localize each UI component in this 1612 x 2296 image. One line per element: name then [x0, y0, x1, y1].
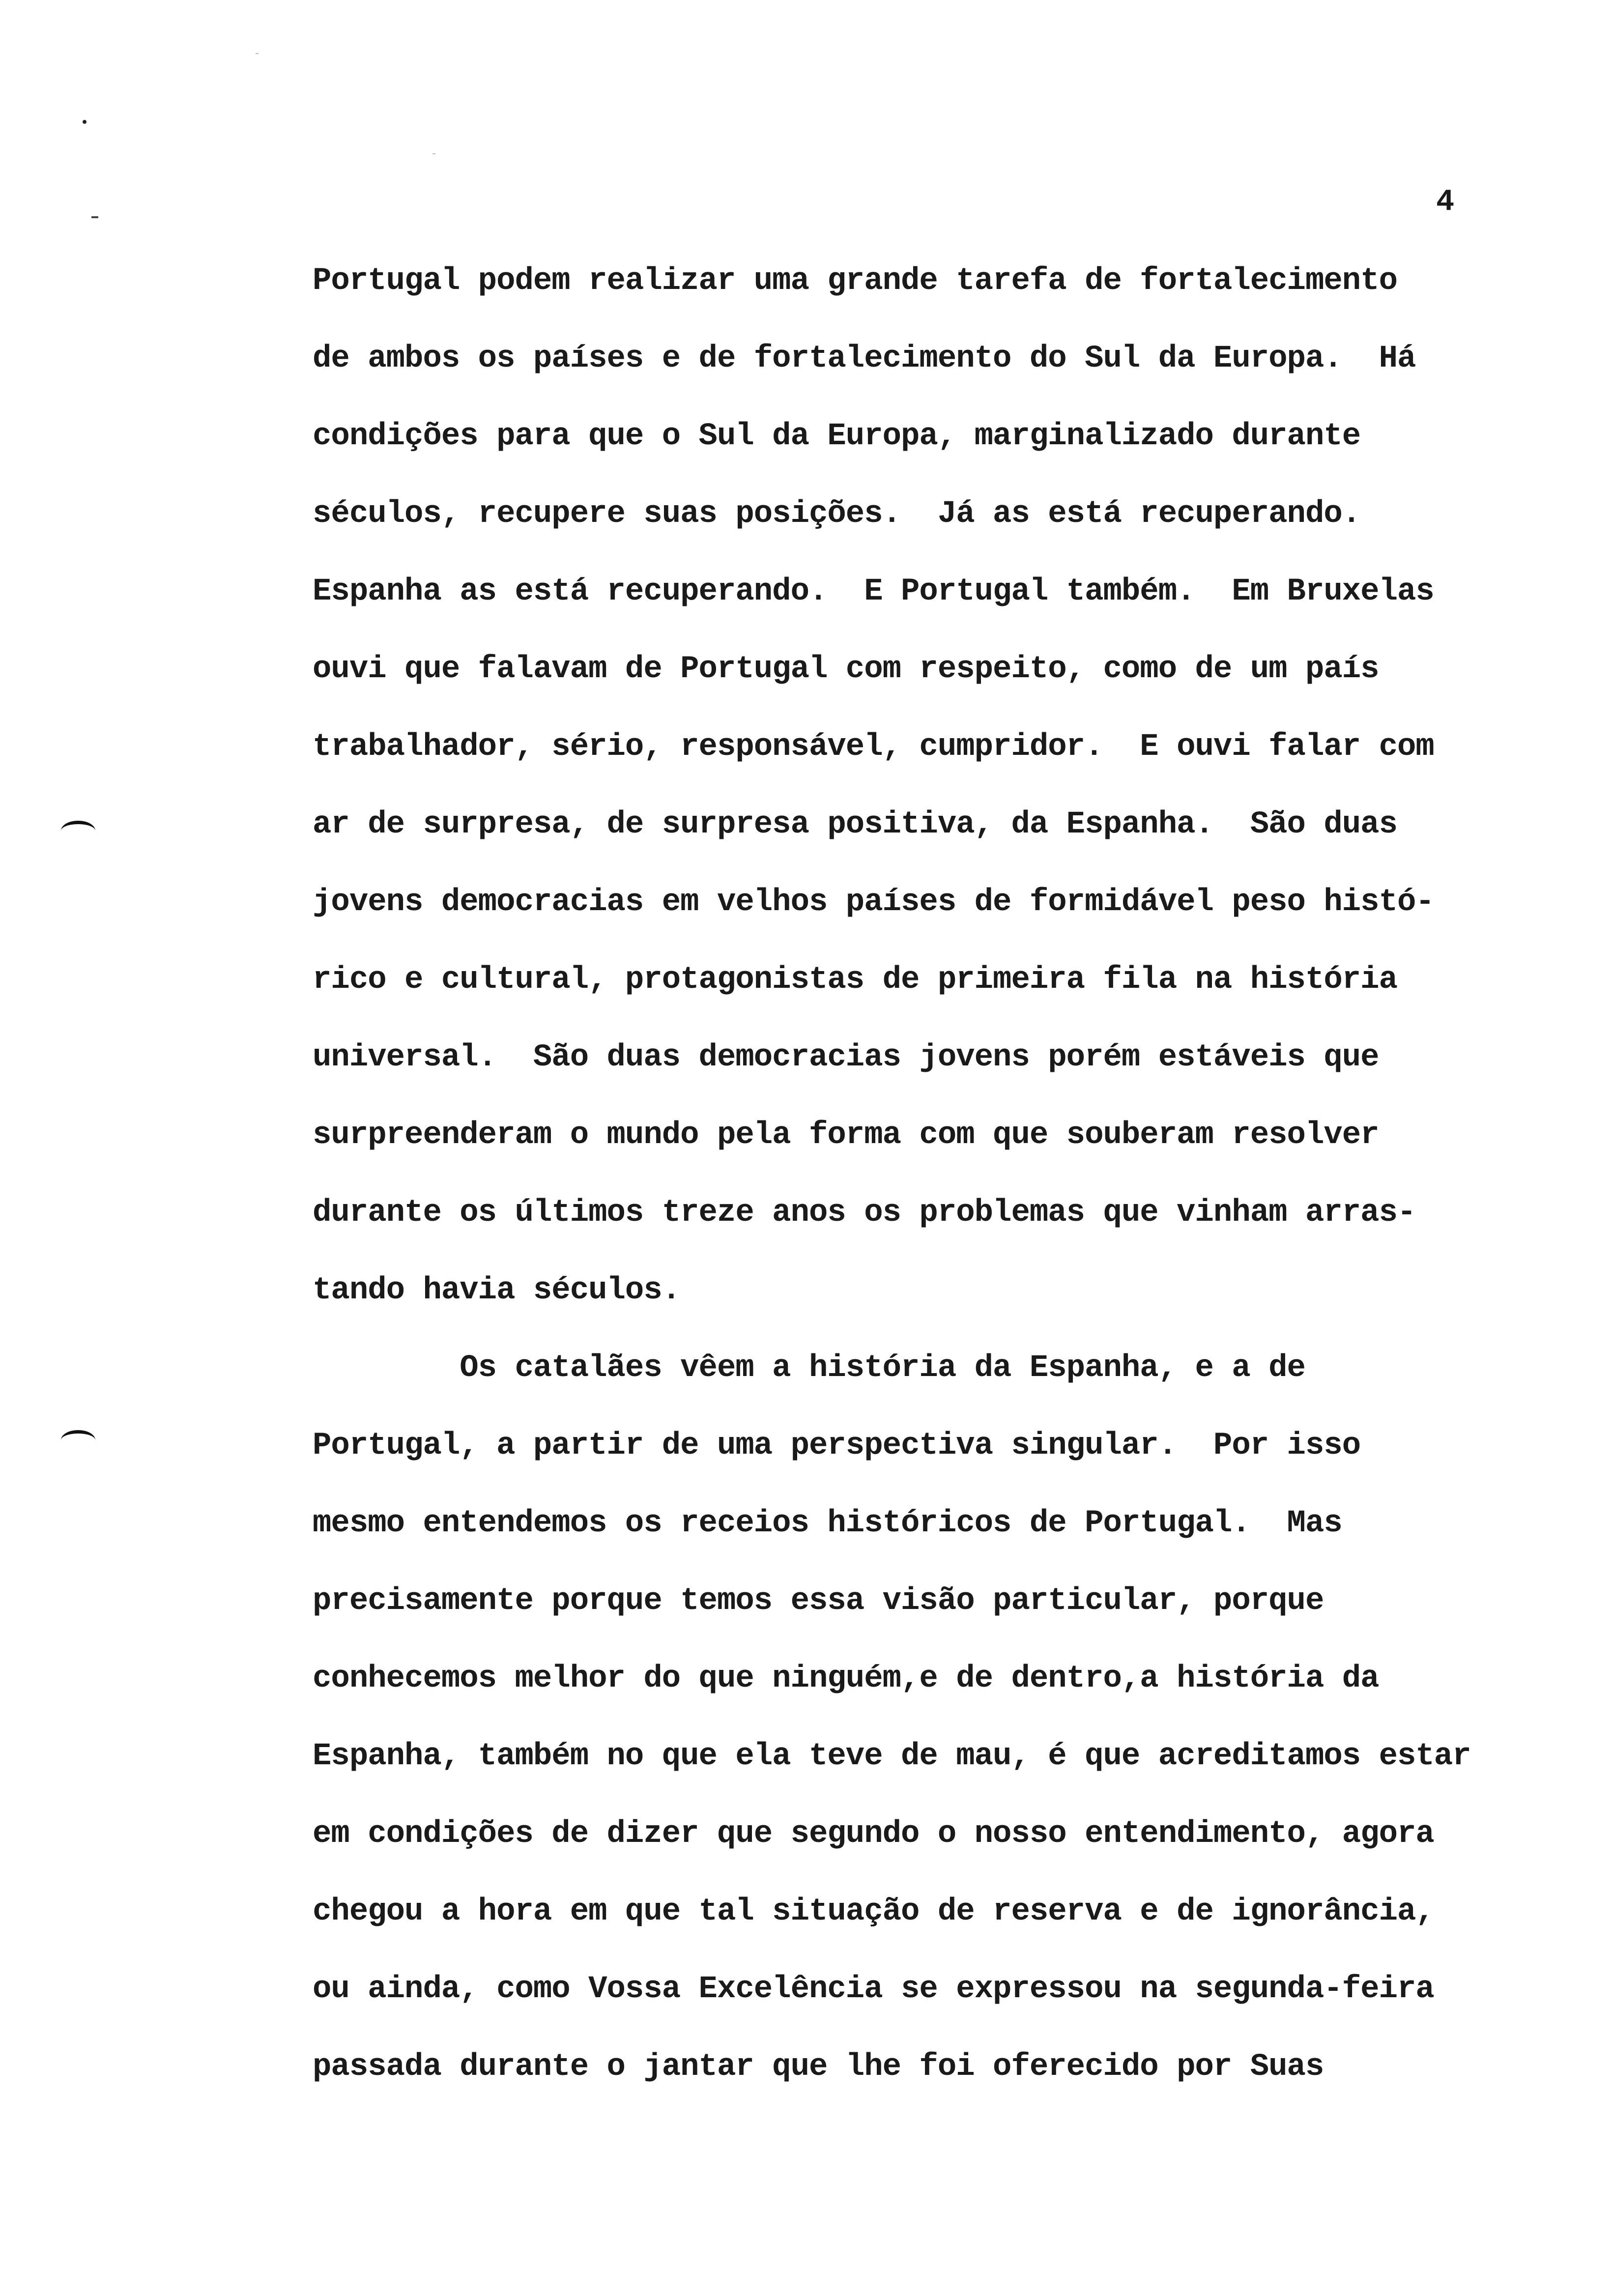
scan-mark	[432, 153, 435, 154]
binding-hole-mark	[61, 821, 95, 841]
text-line: em condições de dizer que segundo o nosso entendimento, agora	[313, 1816, 1434, 1852]
text-line: ar de surpresa, de surpresa positiva, da Espanha. São duas	[313, 807, 1397, 842]
text-line: condições para que o Sul da Europa, marginalizado durante	[313, 419, 1361, 454]
text-line: Espanha as está recuperando. E Portugal também. Em Bruxelas	[313, 574, 1434, 609]
scan-mark	[256, 53, 259, 54]
text-line: conhecemos melhor do que ninguém,e de dentro,a história da	[313, 1661, 1379, 1696]
text-line: ouvi que falavam de Portugal com respeito, como de um país	[313, 652, 1379, 687]
text-line: Os catalães vêem a história da Espanha, e a de	[313, 1350, 1305, 1386]
text-line: rico e cultural, protagonistas de primeira fila na história	[313, 962, 1397, 998]
text-line: surpreenderam o mundo pela forma com que souberam resolver	[313, 1118, 1379, 1153]
text-line: universal. São duas democracias jovens porém estáveis que	[313, 1040, 1379, 1075]
text-line: Portugal podem realizar uma grande tarefa de fortalecimento	[313, 263, 1397, 299]
binding-hole-mark	[61, 1430, 95, 1450]
text-line: durante os últimos treze anos os problemas que vinham arras-	[313, 1195, 1416, 1231]
text-line: mesmo entendemos os receios históricos de Portugal. Mas	[313, 1506, 1342, 1541]
text-line: Espanha, também no que ela teve de mau, é que acreditamos estar	[313, 1739, 1471, 1774]
text-line: precisamente porque temos essa visão particular, porque	[313, 1583, 1324, 1619]
text-line: ou ainda, como Vossa Excelência se expressou na segunda-feira	[313, 1972, 1434, 2007]
text-line: chegou a hora em que tal situação de reserva e de ignorância,	[313, 1894, 1434, 1929]
text-line: trabalhador, sério, responsável, cumpridor. E ouvi falar com	[313, 729, 1434, 765]
text-line: tando havia séculos.	[313, 1273, 681, 1308]
text-line: Portugal, a partir de uma perspectiva singular. Por isso	[313, 1428, 1361, 1464]
text-line: séculos, recupere suas posições. Já as está recuperando.	[313, 496, 1361, 532]
scan-mark	[91, 216, 98, 218]
text-line: de ambos os países e de fortalecimento do Sul da Europa. Há	[313, 341, 1416, 376]
text-line: jovens democracias em velhos países de formidável peso histó-	[313, 885, 1434, 920]
scan-mark	[83, 120, 86, 124]
page-number: 4	[1436, 184, 1455, 219]
text-line: passada durante o jantar que lhe foi oferecido por Suas	[313, 2049, 1324, 2085]
